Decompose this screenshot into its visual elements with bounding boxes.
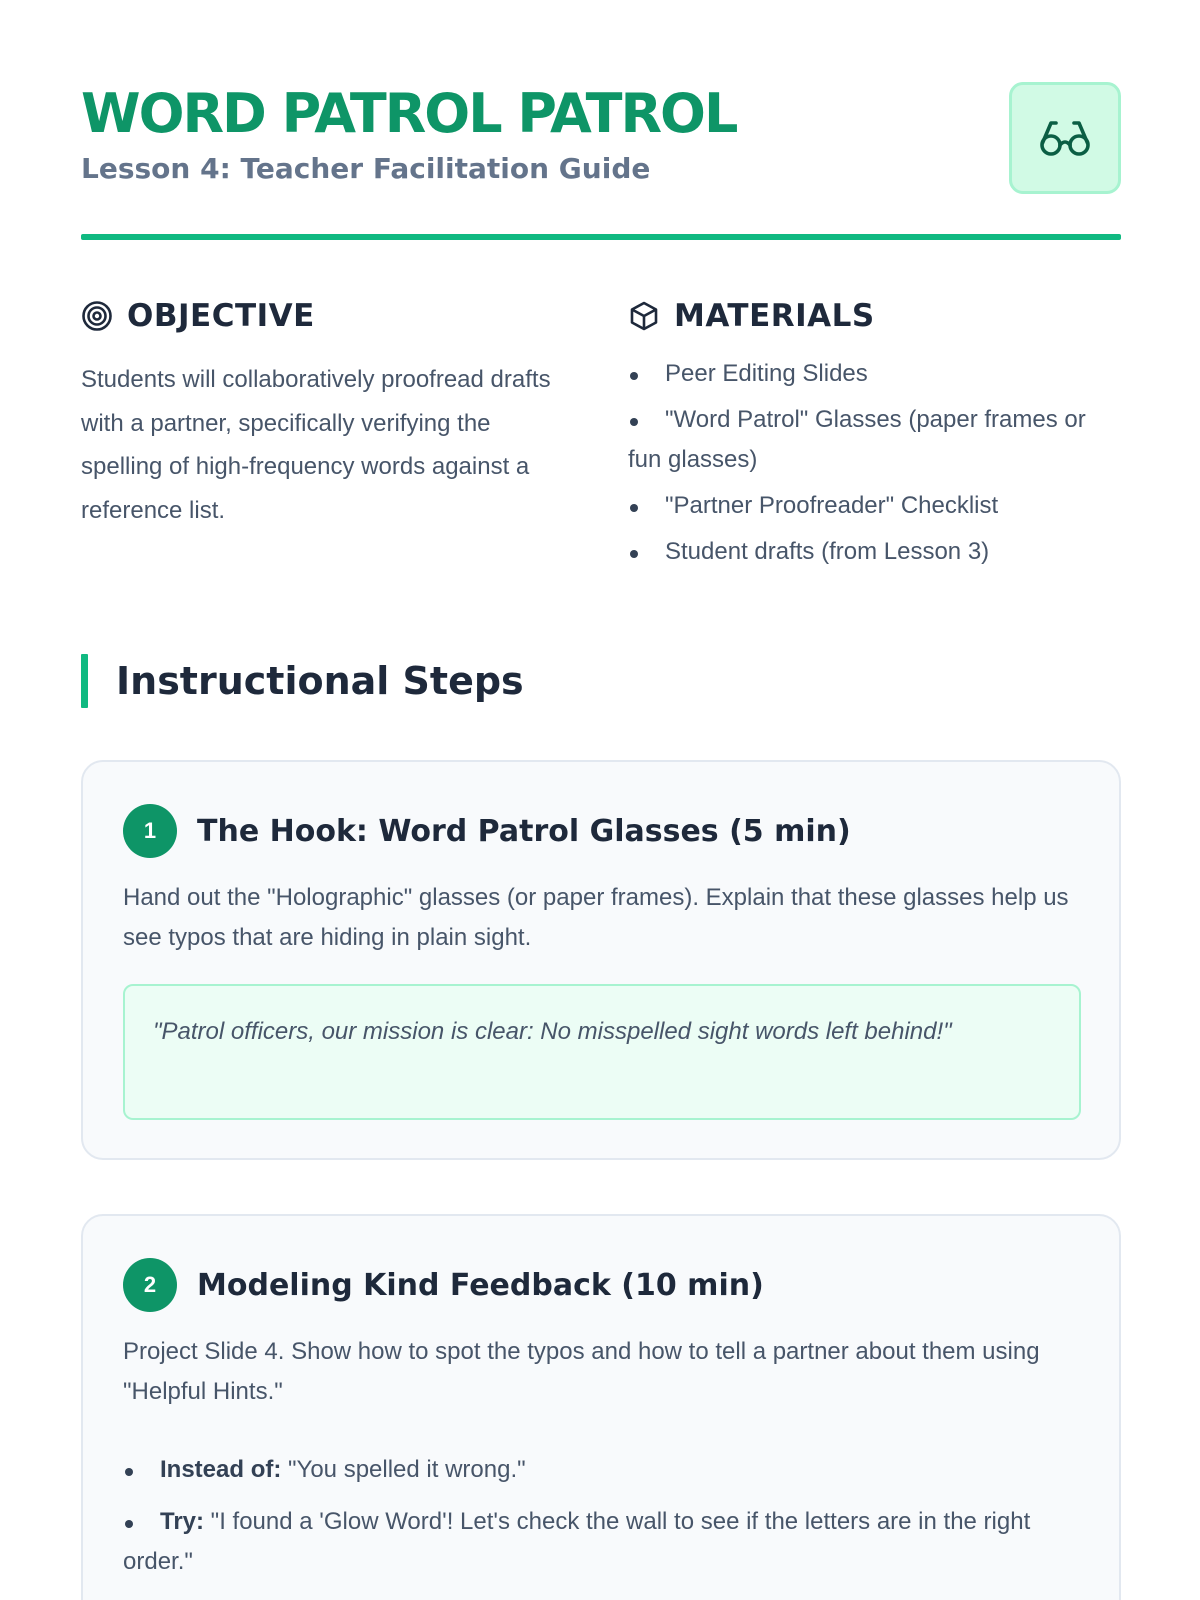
- objective-text: Students will collaboratively proofread drafts with a partner, specifically verifying the spelling of high-frequency words against a reference list.: [81, 366, 551, 524]
- step-title: Modeling Kind Feedback (10 min): [197, 1267, 764, 1303]
- objective-section: [81, 292, 571, 532]
- hint-text: "You spelled it wrong.": [281, 1456, 526, 1483]
- section-accent-bar: [81, 654, 88, 708]
- section-title: Instructional Steps: [116, 659, 524, 703]
- hint-text: "I found a 'Glow Word'! Let's check the wall to see if the letters are in the right order.": [123, 1508, 1031, 1575]
- logo-badge: [1009, 82, 1121, 194]
- steps-heading-block: [81, 654, 524, 708]
- materials-list: [628, 354, 1121, 572]
- step-description: Project Slide 4. Show how to spot the typos and how to tell a partner about them using "Helpful Hints.": [123, 1338, 1040, 1405]
- materials-section: [628, 292, 1121, 578]
- step-number-badge: 1: [123, 804, 177, 858]
- list-item: [123, 1502, 1083, 1582]
- step-card-1: [81, 760, 1121, 1160]
- teacher-quote: "Patrol officers, our mission is clear: No misspelled sight words left behind!": [123, 984, 1081, 1120]
- step-title: The Hook: Word Patrol Glasses (5 min): [197, 813, 851, 849]
- feedback-hints-list: [123, 1450, 1083, 1594]
- page-title: WORD PATROL PATROL: [81, 82, 737, 145]
- hint-label: Try:: [160, 1508, 205, 1535]
- hint-label: Instead of:: [160, 1456, 282, 1483]
- list-item: "Word Patrol" Glasses (paper frames or fun glasses): [628, 400, 1121, 480]
- target-icon: [81, 300, 113, 332]
- header: [81, 82, 1121, 194]
- materials-heading: MATERIALS: [674, 298, 875, 334]
- step-card-2: [81, 1214, 1121, 1600]
- list-item: Student drafts (from Lesson 3): [628, 532, 1121, 572]
- step-description: Hand out the "Holographic" glasses (or paper frames). Explain that these glasses help us see typos that are hiding in plain sight.: [123, 884, 1069, 951]
- header-divider: [81, 234, 1121, 240]
- list-item: Peer Editing Slides: [628, 354, 1121, 394]
- objective-heading: OBJECTIVE: [127, 298, 315, 334]
- page-subtitle: Lesson 4: Teacher Facilitation Guide: [81, 152, 651, 185]
- step-number-badge: 2: [123, 1258, 177, 1312]
- list-item: [123, 1450, 1083, 1490]
- cube-icon: [628, 300, 660, 332]
- glasses-icon: [1039, 118, 1091, 158]
- list-item: "Partner Proofreader" Checklist: [628, 486, 1121, 526]
